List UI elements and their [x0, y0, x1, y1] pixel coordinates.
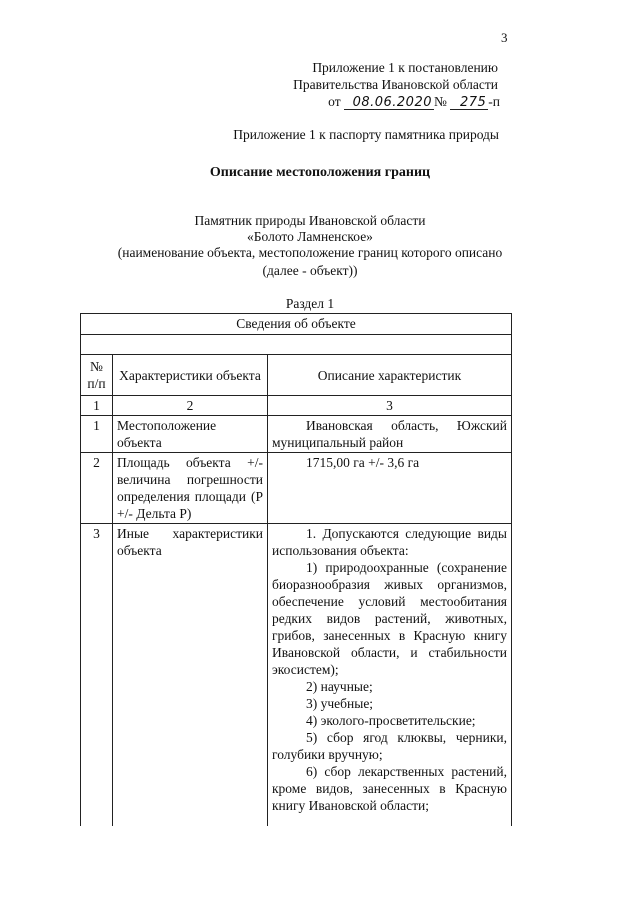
from-prefix: от — [328, 94, 341, 109]
index-cell-3: 3 — [268, 396, 512, 416]
table-row — [81, 524, 512, 827]
subtitle-line-2: «Болото Ламненское» — [247, 229, 373, 244]
description-line: 6) сбор лекарственных растений, кроме видов, занесенных в Красную книгу Ивановской области; — [272, 764, 507, 813]
row-characteristic: Иные характеристики объекта — [113, 524, 268, 827]
index-cell-1: 1 — [81, 396, 113, 416]
description-line: 1. Допускаются следующие виды использования объекта: — [272, 526, 507, 558]
row-description — [268, 453, 512, 524]
header-num: № п/п — [81, 355, 113, 396]
table-index-row — [81, 396, 512, 416]
page-number: 3 — [501, 30, 508, 45]
row-num: 1 — [81, 416, 113, 453]
header-date-line — [328, 94, 500, 110]
row-description — [268, 524, 512, 827]
table-spacer-row — [81, 335, 512, 355]
handwritten-number: 275 — [450, 96, 488, 110]
header-description: Описание характеристик — [268, 355, 512, 396]
table-row — [81, 453, 512, 524]
description-line: Ивановская область, Южский муниципальный район — [272, 418, 507, 450]
table-row — [81, 416, 512, 453]
number-sign: № — [434, 94, 447, 109]
description-line: 5) сбор ягод клюквы, черники, голубики вручную; — [272, 730, 507, 762]
annex-line: Приложение 1 к паспорту памятника природы — [233, 127, 499, 142]
subtitle-line-1: Памятник природы Ивановской области — [194, 213, 426, 228]
description-line: 4) эколого-просветительские; — [306, 713, 476, 728]
description-line: 2) научные; — [306, 679, 373, 694]
number-suffix: -п — [488, 94, 500, 109]
section-label: Раздел 1 — [285, 296, 335, 311]
subtitle-line-4: (далее - объект)) — [262, 263, 358, 278]
row-num: 2 — [81, 453, 113, 524]
description-line: 1) природоохранные (сохранение биоразнообразия живых организмов, обеспечение условий местообитания редких видов растений, животных, грибов, занесенных в Красную книгу Ивановской области, и стабильности экосистем); — [272, 560, 507, 677]
object-info-table — [80, 313, 512, 826]
header-line-2: Правительства Ивановской области — [293, 77, 498, 92]
description-line: 1715,00 га +/- 3,6 га — [306, 455, 420, 470]
table-caption-row — [81, 314, 512, 335]
row-description — [268, 416, 512, 453]
description-line: 3) учебные; — [306, 696, 374, 711]
table-spacer — [81, 335, 512, 355]
index-cell-2: 2 — [113, 396, 268, 416]
header-line-1: Приложение 1 к постановлению — [312, 60, 498, 75]
handwritten-date: 08.06.2020 — [344, 96, 434, 110]
row-num: 3 — [81, 524, 113, 827]
document-title: Описание местоположения границ — [209, 165, 431, 180]
subtitle-line-3: (наименование объекта, местоположение границ которого описано — [117, 245, 503, 260]
table-caption: Сведения об объекте — [81, 314, 512, 335]
header-characteristics: Характеристики объекта — [113, 355, 268, 396]
row-characteristic: Площадь объекта +/- величина погрешности определения площади (Р +/- Дельта Р) — [113, 453, 268, 524]
row-characteristic: Местоположение объекта — [113, 416, 268, 453]
table-header-row — [81, 355, 512, 396]
